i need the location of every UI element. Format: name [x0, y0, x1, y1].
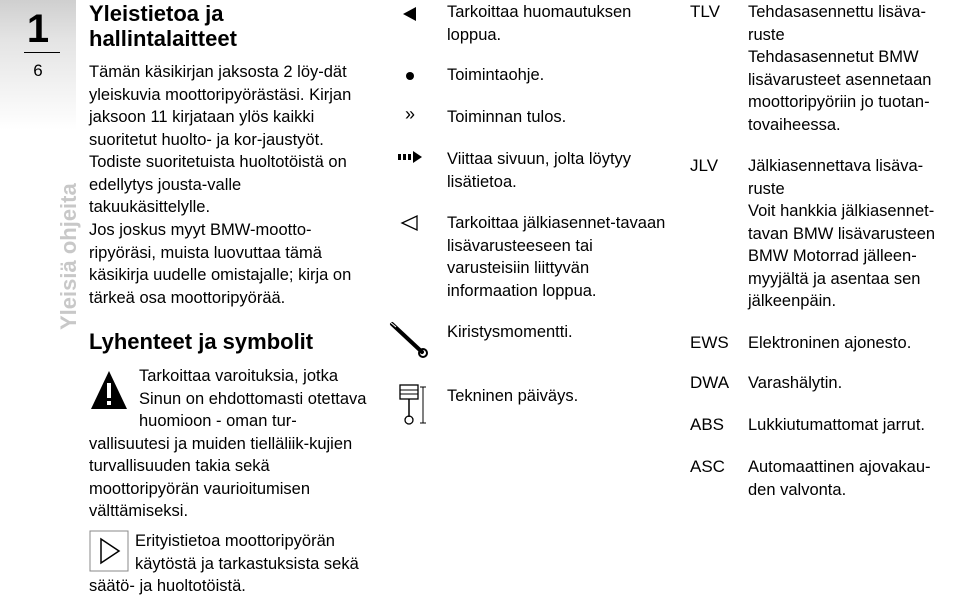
resale-paragraph: Jos joskus myyt BMW-mootto-ripyöräsi, muista luovuttaa tämä käsikirja uudelle omistajalle; kirja on tärkeä osa moottoripyörää. — [89, 221, 352, 307]
page-reference-arrow-icon — [388, 150, 432, 164]
chapter-vertical-title: Yleisiä ohjeita — [56, 183, 81, 330]
abbreviation-asc-desc — [748, 456, 958, 501]
bullet-dot-icon — [388, 70, 432, 82]
page-number: 6 — [33, 61, 43, 80]
abbreviation-dwa: DWA — [690, 373, 730, 392]
abbreviation-dwa-detail: Varashälytin. — [748, 374, 843, 392]
filled-left-triangle-icon — [388, 5, 432, 23]
abbreviation-jlv-desc — [748, 155, 958, 313]
special-info-note — [89, 530, 369, 598]
abbreviation-ews-desc — [748, 332, 958, 355]
abbreviation-asc-detail: Automaattinen ajovakau-den valvonta. — [748, 458, 931, 499]
symbol-instruction-text: Toimintaohje. — [447, 66, 545, 84]
intro-paragraph: Tämän käsikirjan jaksosta 2 löy-dät yleiskuvia moottoripyörästäsi. Kirjan jaksoon 11 kirjataan ylös kaikki suoritetut huolto- ja kor-jaustyöt. Todiste suoritetuista huoltotöistä on edellytys jousta-valle takuukäsittelylle. — [89, 63, 352, 216]
torque-wrench-icon — [388, 318, 432, 360]
chapter-sidebar — [0, 0, 81, 602]
abbreviation-abs-detail: Lukkiutumattomat jarrut. — [748, 416, 925, 434]
abbreviation-tlv: TLV — [690, 2, 720, 21]
chapter-number: 1 — [26, 7, 50, 51]
symbol-accessory-end-text: Tarkoittaa jälkiasennet-tavaan lisävarusteeseen tai varusteisiin liittyvän informaation loppua. — [447, 214, 666, 300]
abbreviation-tlv-title: Tehdasasennettu lisäva-ruste — [748, 3, 926, 44]
symbol-result-text: Toiminnan tulos. — [447, 108, 567, 126]
special-info-text: Erityistietoa moottoripyörän käytöstä ja tarkastuksista sekä säätö- ja huoltotöistä. — [89, 532, 359, 595]
chapter-divider — [24, 52, 60, 53]
abbreviation-tlv-detail: Tehdasasennetut BMW lisävarusteet asennetaan moottoripyöriin jo tuotan-tovaiheessa. — [748, 48, 932, 134]
special-info-icon — [89, 530, 129, 572]
symbol-torque-text: Kiristysmomentti. — [447, 323, 573, 341]
abbreviation-abs-desc — [748, 414, 958, 437]
page-title: Yleistietoa ja hallintalaitteet — [89, 1, 237, 51]
section-title: Lyhenteet ja symbolit — [89, 329, 314, 354]
outline-left-triangle-icon — [388, 214, 432, 232]
warning-text: Tarkoittaa varoituksia, jotka Sinun on ehdottomasti otettava huomioon - oman tur-vallisuutesi ja muiden tielläliik-kujien turvallisuuden takia sekä moottoripyörän vaurioitumisen välttämiseksi. — [89, 367, 367, 520]
warning-triangle-icon — [89, 369, 129, 413]
abbreviation-tlv-desc — [748, 1, 958, 136]
abbreviation-jlv: JLV — [690, 156, 719, 175]
abbreviation-ews: EWS — [690, 333, 729, 352]
abbreviation-jlv-title: Jälkiasennettava lisäva-ruste — [748, 157, 924, 198]
technical-data-icon — [388, 383, 432, 427]
warning-note — [89, 365, 369, 523]
abbreviation-abs: ABS — [690, 415, 725, 434]
abbreviation-jlv-detail: Voit hankkia jälkiasennet-tavan BMW lisävarusteen BMW Motorrad jälleen-myyjältä ja asentaa sen jälkeenpäin. — [748, 202, 936, 310]
symbol-page-reference-text: Viittaa sivuun, jolta löytyy lisätietoa. — [447, 150, 632, 191]
symbol-technical-data-text: Tekninen päiväys. — [447, 387, 579, 405]
abbreviation-dwa-desc — [748, 372, 958, 395]
abbreviation-asc: ASC — [690, 457, 725, 476]
abbreviation-ews-detail: Elektroninen ajonesto. — [748, 334, 912, 352]
symbol-end-of-note-text: Tarkoittaa huomautuksen loppua. — [447, 3, 632, 44]
double-chevron-icon: » — [404, 104, 415, 124]
